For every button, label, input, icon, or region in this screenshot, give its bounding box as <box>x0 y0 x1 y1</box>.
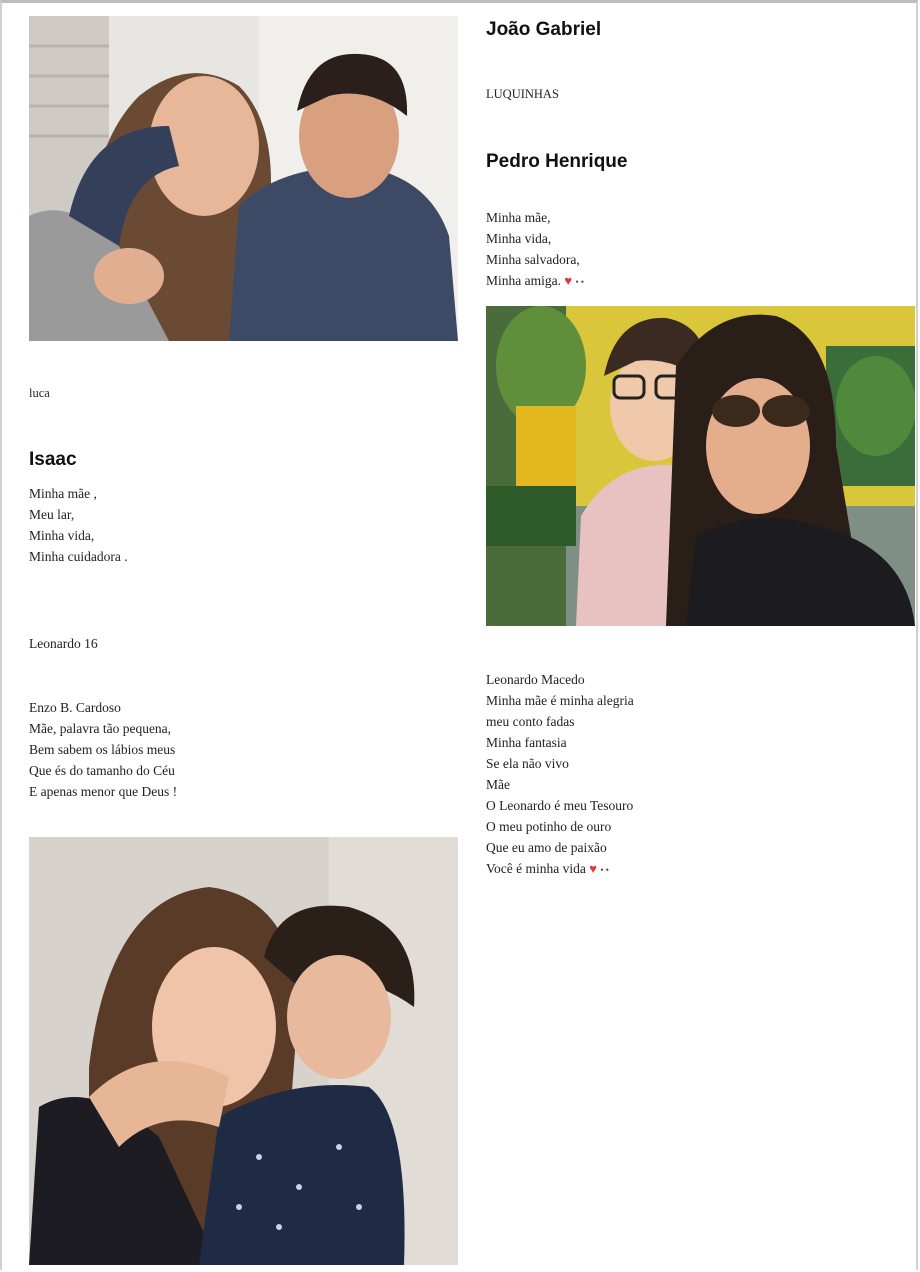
leonardo-macedo-line: meu conto fadas <box>486 714 575 729</box>
text-enzo-poem <box>29 697 177 802</box>
text-pedro-poem <box>486 207 584 293</box>
enzo-line: Mãe, palavra tão pequena, <box>29 721 172 736</box>
leonardo-macedo-line: O Leonardo é meu Tesouro <box>486 798 634 813</box>
leonardo-macedo-line: Que eu amo de paixão <box>486 840 607 855</box>
photo-mother-small-boy <box>29 837 458 1265</box>
heading-isaac: Isaac <box>29 449 77 470</box>
leonardo-macedo-line: Se ela não vivo <box>486 756 569 771</box>
isaac-line: Meu lar, <box>29 507 75 522</box>
text-luquinhas <box>486 84 559 105</box>
pedro-line: Minha vida, <box>486 231 552 246</box>
text-leonardo-macedo-poem <box>486 669 634 881</box>
leonardo-16-label: Leonardo 16 <box>29 636 98 651</box>
leonardo-macedo-line: Você é minha vida <box>486 861 586 876</box>
leonardo-macedo-line: Minha mãe é minha alegria <box>486 693 634 708</box>
heading-joao-gabriel: João Gabriel <box>486 19 602 40</box>
leonardo-macedo-line-with-heart <box>486 858 634 881</box>
enzo-line: Que és do tamanho do Céu <box>29 763 175 778</box>
enzo-line: E apenas menor que Deus ! <box>29 784 178 799</box>
enzo-line: Bem sabem os lábios meus <box>29 742 176 757</box>
pedro-line: Minha mãe, <box>486 210 551 225</box>
text-isaac-poem <box>29 483 128 567</box>
pedro-line-with-heart <box>486 270 584 293</box>
dots-decoration: • • <box>600 865 609 875</box>
dots-decoration: • • <box>575 277 585 287</box>
text-leonardo-16 <box>29 633 98 654</box>
heading-pedro-henrique: Pedro Henrique <box>486 151 628 172</box>
leonardo-macedo-line: Mãe <box>486 777 510 792</box>
photo-mother-daughter-selfie <box>486 306 915 626</box>
text-luca <box>29 383 50 404</box>
leonardo-macedo-line: Leonardo Macedo <box>486 672 585 687</box>
heart-icon: ♥ <box>589 861 597 876</box>
luca-label: luca <box>29 386 50 400</box>
isaac-line: Minha cuidadora . <box>29 549 128 564</box>
isaac-line: Minha mãe , <box>29 486 97 501</box>
heart-icon: ♥ <box>564 273 573 288</box>
leonardo-macedo-line: Minha fantasia <box>486 735 567 750</box>
pedro-line: Minha amiga. <box>486 273 561 288</box>
enzo-line: Enzo B. Cardoso <box>29 700 121 715</box>
isaac-line: Minha vida, <box>29 528 95 543</box>
leonardo-macedo-line: O meu potinho de ouro <box>486 819 612 834</box>
pedro-line: Minha salvadora, <box>486 252 580 267</box>
photo-mother-teen-son <box>29 16 458 341</box>
luquinhas-label: LUQUINHAS <box>486 87 559 101</box>
